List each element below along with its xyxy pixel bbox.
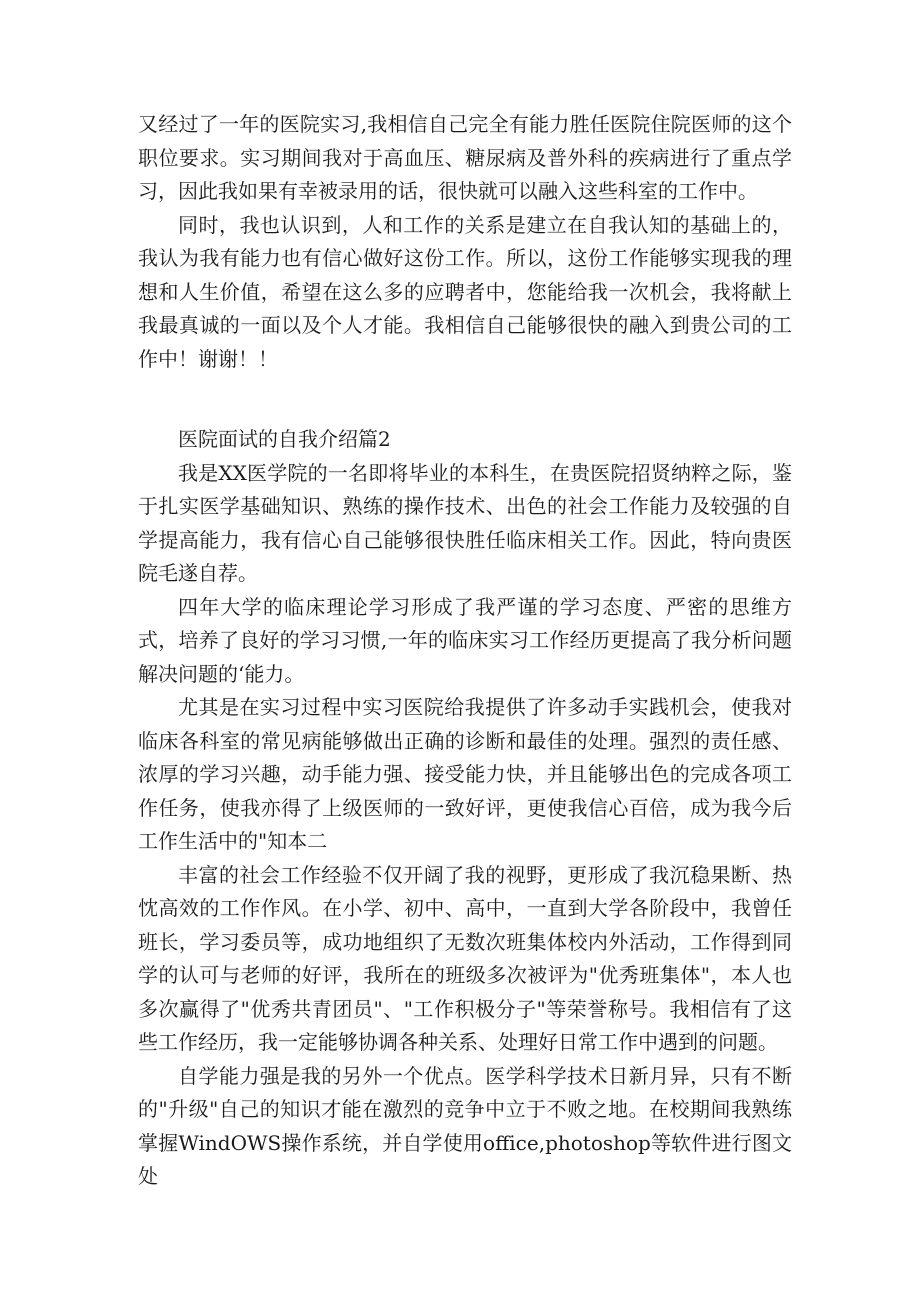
paragraph-6: 丰富的社会工作经验不仅开阔了我的视野，更形成了我沉稳果断、热忱高效的工作作风。在小学、初中、高中，一直到大学各阶段中，我曾任班长，学习委员等，成功地组织了无数次班集体校内外活动，工作得到同学的认可与老师的好评，我所在的班级多次被评为"优秀班集体"，本人也多次赢得了"优秀共青团员"、"工作积极分子"等荣誉称号。我相信有了这些工作经历，我一定能够协调各种关系、处理好日常工作中遇到的问题。 <box>138 862 792 1054</box>
section-heading: 医院面试的自我介绍篇2 <box>178 427 391 451</box>
paragraph-2: 同时，我也认识到，人和工作的关系是建立在自我认知的基础上的，我认为我有能力也有信心做好这份工作。所以，这份工作能够实现我的理想和人生价值，希望在这么多的应聘者中，您能给我一次机会，我将献上我最真诚的一面以及个人才能。我相信自己能够很快的融入到贵公司的工作中！谢谢！！ <box>138 212 792 371</box>
paragraph-5: 尤其是在实习过程中实习医院给我提供了许多动手实践机会，使我对临床各科室的常见病能够做出正确的诊断和最佳的处理。强烈的责任感、浓厚的学习兴趣，动手能力强、接受能力快，并且能够出色的完成各项工作任务，使我亦得了上级医师的一致好评，更使我信心百倍，成为我今后工作生活中的"知本二 <box>138 695 792 853</box>
document-body <box>138 108 792 1194</box>
section-gap <box>138 376 792 423</box>
paragraph-4: 四年大学的临床理论学习形成了我严谨的学习态度、严密的思维方式，培养了良好的学习习惯,一年的临床实习工作经历更提高了我分析问题解决问题的‘能力。 <box>138 594 792 686</box>
paragraph-3: 我是XX医学院的一名即将毕业的本科生，在贵医院招贤纳粹之际，鉴于扎实医学基础知识、熟练的操作技术、出色的社会工作能力及较强的自学提高能力，我有信心自己能够很快胜任临床相关工作。因此，特向贵医院毛遂自荐。 <box>138 460 792 585</box>
paragraph-7: 自学能力强是我的另外一个优点。医学科学技术日新月异，只有不断的"升级"自己的知识才能在激烈的竞争中立于不败之地。在校期间我熟练掌握WindOWS操作系统，并自学使用office,photoshop等软件进行图文处 <box>138 1063 792 1188</box>
paragraph-1: 又经过了一年的医院实习,我相信自己完全有能力胜任医院住院医师的这个职位要求。实习期间我对于高血压、糖尿病及普外科的疾病进行了重点学习，因此我如果有幸被录用的话，很快就可以融入这些科室的工作中。 <box>138 112 792 203</box>
